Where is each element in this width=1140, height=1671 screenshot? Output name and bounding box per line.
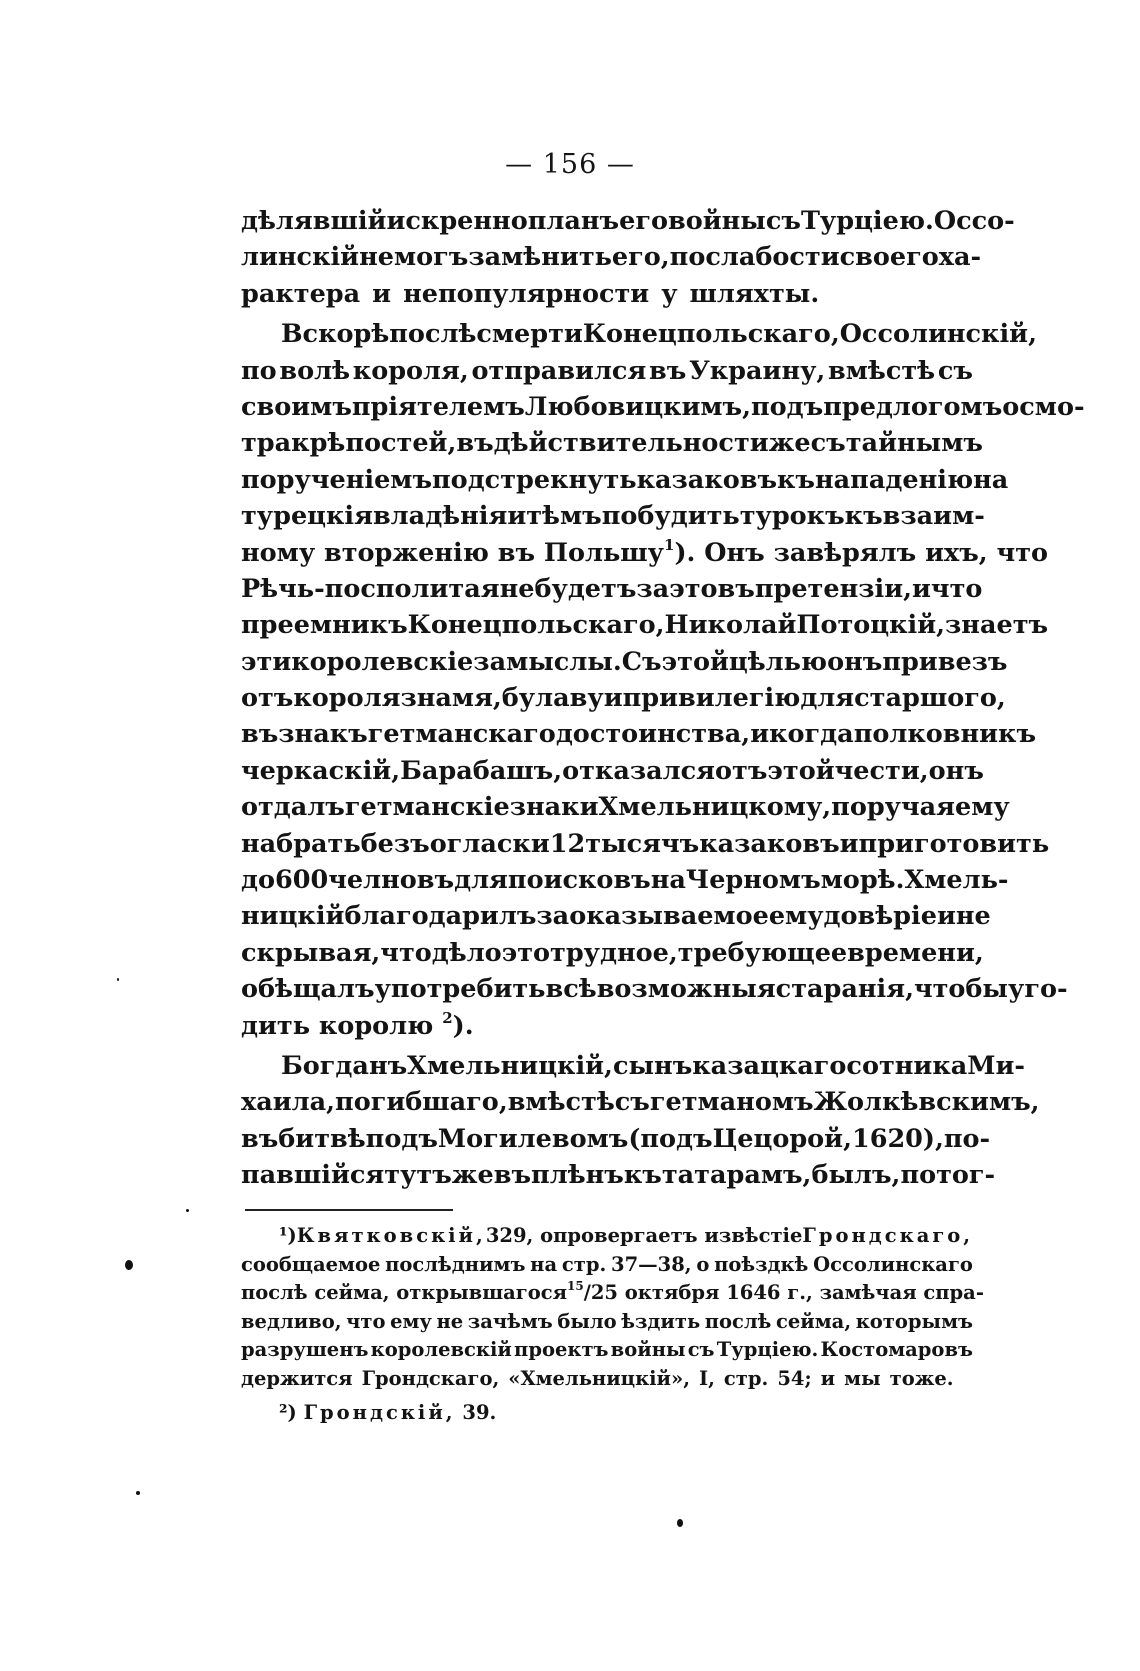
text-line-5-word: по [241,355,277,386]
text-line-2-word: не [359,242,394,273]
footnote-1-line-5-word: королевскій [370,1338,512,1361]
text-line-22-word: уго- [1008,974,1068,1005]
text-line-12 [241,607,1049,643]
text-line-23-text [241,1008,474,1044]
text-line-2-word: слабости [705,242,840,273]
text-line-5 [241,353,973,389]
text-line-1-word: Турціею. [800,206,934,236]
footnote-1-line-5-word: войны [610,1338,686,1361]
text-line-11-word: претензіи, [754,573,912,604]
text-line-1-word: съ [765,206,801,236]
text-line-19-word: 600 [275,865,329,896]
text-line-25-word: гетманомъ [649,1087,814,1118]
text-line-5-word: вмѣстѣ [828,355,936,386]
text-line-4-word: Вскорѣ [281,319,390,350]
text-line-8-word: на [973,464,1009,495]
text-line-9 [241,498,985,534]
text-line-11 [241,571,983,607]
text-line-18-word: казаковъ [699,828,840,859]
footnote-1-line-4-word: ему [390,1309,432,1333]
text-line-9-word: тѣмъ [526,501,602,532]
text-line-10-start: ному вторженію въ Польшу [241,537,664,568]
footnote-1-date [567,1279,984,1308]
text-line-24 [241,1048,1026,1084]
scan-speck [136,1491,140,1495]
text-line-21-word: трудное, [550,937,678,968]
text-line-17-word: Хмельницкому, [598,792,832,823]
text-line-14-word: короля [293,683,401,714]
text-line-7-word: въ [456,428,494,459]
text-line-15-word: когда [769,719,854,750]
text-line-15-word: достоинства, [555,719,751,750]
text-line-8-word: казаковъ [636,464,778,495]
text-line-13 [241,644,1008,680]
footnote-1-line-6 [241,1365,973,1394]
footnote-1-line-5 [241,1336,973,1365]
main-text [241,203,1085,1194]
text-line-5-word: волѣ [279,355,351,386]
text-line-20 [241,898,991,934]
text-line-19-word: поисковъ [507,865,651,896]
scan-speck [117,978,119,981]
page-number: — 156 — [505,149,635,180]
text-line-4-word: смерти [476,319,583,350]
text-line-13-word: замыслы. [473,646,622,677]
text-line-21-word: это [501,937,551,968]
text-line-12-word: Николай [664,610,797,641]
text-line-15-word: и [750,719,770,750]
text-line-22 [241,971,1068,1007]
text-line-18-word: огласки [429,828,550,859]
text-line-24-word: сотника [846,1050,968,1081]
text-line-18-word: 12 [549,828,586,859]
footnote-1-line-6-word: стр. [723,1366,769,1390]
text-line-9-word: турокъ [739,501,845,532]
text-line-7-word: дѣйствительности [493,428,769,459]
text-line-19-word: морѣ. [820,865,905,896]
text-line-24-word: сынъ [612,1050,693,1081]
footnote-1-line-4-word: которымъ [855,1309,973,1333]
text-line-21 [241,935,984,971]
text-line-17-word: ему [955,792,1010,823]
text-line-6-word: Любовицкимъ, [524,391,751,422]
text-line-4 [241,316,1037,352]
footnote-1-line-5-word: съ [687,1338,715,1361]
text-line-13-word: эти [241,646,292,677]
text-line-21-word: времени, [847,937,984,968]
scan-speck [186,1209,189,1212]
footnote-1-line-5-word: Турціею. [716,1338,819,1361]
text-line-27-word: былъ, [811,1160,901,1191]
footnote-1-line-4-word: ѣздить [621,1309,701,1333]
text-line-27-word: тутъ [384,1160,452,1191]
text-line-3-word: и [372,278,392,309]
text-line-8-word: подстрекнуть [432,464,637,495]
text-line-7-word: тайнымъ [845,428,983,459]
text-line-27-word: къ [623,1160,662,1191]
text-line-4-word: Оссолинскій, [839,319,1037,350]
footnote-1-date-sup: 15 [567,1279,584,1293]
footnote-1-line-2-word: Оссолинскаго [813,1252,973,1276]
text-line-24-word: Богданъ [281,1050,408,1081]
text-line-13-word: цѣлью [728,646,828,677]
text-line-1-word: войны [667,206,766,236]
footnote-1-line-4-word: что [346,1309,386,1333]
text-line-8 [241,462,1009,498]
text-line-13-word: королевскіе [291,646,474,677]
text-line-14-word: привилегію [622,683,801,714]
text-line-20-word: за [536,901,570,932]
footnote-1-line-4 [241,1308,973,1337]
text-line-16-word: отказался [562,755,716,786]
text-line-26-word: Могилевомъ [437,1123,629,1154]
text-line-7-word: тра [241,428,292,459]
text-line-26-word: 1620), [851,1123,944,1154]
text-line-6-word: осмо- [1002,391,1085,422]
text-line-22-word: обѣщалъ [241,974,375,1005]
text-line-7 [241,425,983,461]
text-line-16-word: онъ [928,755,984,786]
footnote-1-line-6-word: и [820,1366,836,1390]
text-line-2-word: его, [611,242,670,273]
text-line-23-start: дить королю [241,1010,434,1041]
text-line-12-word: Потоцкій, [796,610,946,641]
text-line-17-word: поручая [831,792,956,823]
footnote-1-cited: Грондскаго, [802,1224,974,1247]
text-line-5-word: съ [937,355,973,386]
text-line-9-word: и [507,501,527,532]
text-line-26-word: Цецорой, [712,1123,852,1154]
text-line-1-word: дѣлявшій [241,206,387,236]
text-line-25-word: вмѣстѣ [507,1087,615,1118]
text-line-3-word: шляхты. [689,278,820,309]
text-line-16-word: отъ [715,755,768,786]
footnote-1-text: 329, опровергаетъ извѣстіе [485,1224,803,1247]
text-line-22-word: возможныя [596,974,776,1005]
footnote-2 [241,1399,973,1428]
text-line-14-word: отъ [241,683,294,714]
footnote-1-line-2-word: 37—38, [611,1252,692,1276]
text-line-24-word: Хмельницкій, [407,1050,613,1081]
text-line-26-word: (подъ [628,1123,713,1154]
text-line-9-word: побудить [601,501,740,532]
text-line-8-word: нападенію [815,464,974,495]
text-line-25-word: Жолкѣвскимъ, [813,1087,1040,1118]
footnote-1-line-2-word: стр. [561,1252,607,1276]
text-line-9-word: взаим- [882,501,985,532]
text-line-23 [241,1008,973,1044]
text-line-2-word: ха- [938,242,982,273]
text-line-25 [241,1084,1040,1120]
text-line-20-word: довѣріе [823,901,937,932]
text-line-11-word: не [499,573,535,604]
footnote-2-text: 39. [462,1401,497,1424]
text-line-14-word: знамя, [400,683,502,714]
text-line-27 [241,1157,996,1193]
text-line-21-word: что [380,937,432,968]
text-line-2-word: замѣнить [468,242,612,273]
text-line-11-word: Рѣчь-посполитая [241,573,500,604]
text-line-8-word: порученіемъ [241,464,433,495]
text-line-21-word: требующее [677,937,848,968]
text-line-22-word: старанія, [775,974,914,1005]
text-line-1-word: его [619,206,668,236]
text-line-3 [241,276,973,312]
text-line-24-word: Ми- [967,1050,1026,1081]
footnote-1-line-6-word: держится [241,1366,353,1390]
text-line-26-word: по- [943,1123,991,1154]
text-line-12-word: знаетъ [945,610,1049,641]
text-line-15 [241,716,1037,752]
text-line-13-word: привезъ [882,646,1008,677]
text-line-19-word: для [454,865,508,896]
text-line-23-tail: ). [452,1010,474,1041]
text-line-11-word: за [636,573,670,604]
text-line-18-word: приготовить [858,828,1050,859]
footnote-1-line-2-word: на [530,1252,558,1276]
footnote-1-line-1 [241,1222,973,1251]
text-line-1-word: Оссо- [933,206,1015,236]
footnote-1-line-5-word: разрушенъ [241,1338,369,1361]
text-line-14 [241,680,1006,716]
text-line-7-word: же [768,428,811,459]
text-line-2-word: своего [839,242,939,273]
footnote-1-line-6-word: «Хмельницкій», [508,1366,690,1390]
text-line-10-end [664,535,1048,571]
text-line-18-word: безъ [360,828,430,859]
text-line-25-word: погибшаго, [335,1087,508,1118]
footnote-1-line-4-word: зачѣмъ [467,1309,553,1333]
text-line-5-word: короля, [352,355,469,386]
text-line-19-word: Черномъ [685,865,821,896]
text-line-27-word: въ [493,1160,532,1191]
text-line-1-word: искренно [386,206,528,236]
text-line-18 [241,826,1050,862]
text-line-27-word: же [451,1160,494,1191]
footnote-1-line-2-word: о [696,1252,710,1276]
footnote-1-line-4-word: ведливо, [241,1309,342,1333]
text-line-19-word: до [241,865,276,896]
footnote-1-line-5-word: проектъ [514,1338,609,1361]
text-line-3-word: у [661,278,678,309]
footnote-1-line-2-word: послѣднимъ [385,1252,526,1276]
footnote-1-line-6-word: Грондскаго, [361,1366,500,1390]
footnote-1-line-3 [241,1279,984,1308]
text-line-15-word: въ [241,719,279,750]
text-line-17-word: гетманскіе [344,792,510,823]
footnote-1-line-4-word: послѣ [704,1309,772,1333]
footnote-ref-2: 2 [442,1008,453,1027]
text-line-14-word: старшого, [854,683,1006,714]
footnote-1-line-2-word: поѣздкѣ [714,1252,809,1276]
text-line-6-word: предлогомъ [823,391,1003,422]
text-line-21-word: скрывая, [241,937,381,968]
footnote-1-line-5-word: Костомаровъ [820,1338,973,1361]
text-line-19-word: на [650,865,686,896]
text-line-18-word: набрать [241,828,361,859]
text-line-8-word: къ [777,464,815,495]
text-line-25-word: съ [614,1087,650,1118]
text-line-15-word: полковникъ [853,719,1037,750]
footnote-1-line-6-word: I, [699,1366,715,1390]
footnote-1-line-6-word: 54; [777,1366,812,1390]
footnote-1-line-4-word: было [557,1309,617,1333]
text-line-19 [241,862,1009,898]
text-line-19-word: Хмель- [904,865,1009,896]
text-line-26-word: битвѣ [278,1123,366,1154]
footnote-1-line-3-start: послѣ сейма, открывшагося [241,1281,568,1304]
text-line-24-word: казацкаго [692,1050,847,1081]
text-line-13-word: Съ [621,646,662,677]
text-line-4-word: Конецпольскаго, [582,319,840,350]
text-line-13-word: этой [661,646,729,677]
text-line-10-tail: ). Онъ завѣрялъ ихъ, что [674,537,1049,568]
text-line-16-word: Барабашъ, [400,755,563,786]
text-line-20-word: ницкій [241,901,345,932]
text-line-18-word: тысячъ [585,828,700,859]
text-line-6 [241,389,1085,425]
text-line-5-word: въ [649,355,687,386]
footnote-divider [245,1209,453,1211]
footnote-1-date-rest: /25 октября 1646 г., замѣчая спра- [583,1281,984,1304]
text-line-22-word: всѣ [545,974,597,1005]
scan-speck [677,1519,683,1527]
text-line-11-word: и [912,573,931,604]
text-line-27-word: плѣнъ [531,1160,624,1191]
text-line-15-word: знакъ [278,719,368,750]
text-line-25-word: хаила, [241,1087,336,1118]
text-line-16-word: этой [767,755,835,786]
text-line-10 [241,535,1049,571]
text-line-16-word: чести, [834,755,929,786]
text-line-26-word: въ [241,1123,279,1154]
text-line-22-word: употребить [374,974,546,1005]
text-line-9-word: турецкія [241,501,373,532]
text-line-12-word: преемникъ [241,610,408,641]
text-line-4-word: послѣ [389,319,477,350]
text-line-15-word: гетманскаго [367,719,556,750]
text-line-2-word: линскій [241,242,360,273]
text-line-7-word: съ [810,428,846,459]
text-line-2-word: могъ [394,242,469,273]
text-line-20-word: и [936,901,956,932]
text-line-27-word: татарамъ, [661,1160,812,1191]
text-line-20-word: не [955,901,991,932]
text-line-7-word: крѣпостей, [291,428,457,459]
text-line-6-word: подъ [750,391,824,422]
text-line-22-word: чтобы [913,974,1008,1005]
text-line-20-word: благодарилъ [344,901,537,932]
scan-speck [125,1260,133,1270]
text-line-21-word: дѣло [431,937,502,968]
text-line-16-word: черкаскій, [241,755,401,786]
footnote-1-line-4-word: не [436,1309,464,1333]
footnote-2-author: Грондскій, [303,1401,456,1424]
text-line-26-word: подъ [365,1123,438,1154]
text-line-16 [241,753,984,789]
text-line-5-word: Украину, [689,355,826,386]
text-line-3-word: рактера [241,278,361,309]
text-line-20-word: ему [768,901,824,932]
text-line-17 [241,789,1010,825]
text-line-26 [241,1121,991,1157]
text-line-27-word: по [900,1160,937,1191]
footnote-1-line-2-word: сообщаемое [241,1252,381,1276]
text-line-17-word: отдалъ [241,792,345,823]
text-line-19-word: челновъ [328,865,455,896]
footnotes [241,1222,984,1428]
text-line-1-word: планъ [527,206,620,236]
text-line-27-word: павшійся [241,1160,385,1191]
text-line-11-word: что [930,573,983,604]
text-line-11-word: будетъ [534,573,637,604]
text-line-5-word: отправился [471,355,647,386]
footnote-1-line-2 [241,1251,973,1280]
text-line-9-word: владѣнія [372,501,508,532]
text-line-14-word: и [603,683,623,714]
text-line-3-word: непопулярности [403,278,650,309]
text-line-9-word: къ [844,501,883,532]
text-line-14-word: для [800,683,855,714]
footnote-1-marker: ¹) [279,1224,297,1247]
footnote-2-marker: ²) [279,1401,297,1424]
text-line-2-word: по [669,242,706,273]
text-line-1 [241,203,1015,239]
text-line-27-word: тог- [936,1160,996,1191]
footnote-1-line-6-word: мы [844,1366,881,1390]
text-line-11-word: въ [717,573,755,604]
footnote-1-line-4-word: сейма, [776,1309,852,1333]
text-line-20-word: оказываемое [569,901,769,932]
text-line-6-word: пріятелемъ [351,391,525,422]
footnote-ref-1: 1 [664,535,675,554]
footnote-1-line-6-word: тоже. [889,1366,954,1390]
text-line-13-word: онъ [827,646,883,677]
text-line-18-word: и [839,828,859,859]
text-line-6-word: своимъ [241,391,352,422]
text-line-14-word: булаву [501,683,604,714]
text-line-2 [241,239,982,275]
text-line-11-word: это [669,573,718,604]
text-line-17-word: знаки [509,792,599,823]
footnote-1-author: Квятковскій, [296,1224,486,1247]
text-line-12-word: Конецпольскаго, [407,610,665,641]
